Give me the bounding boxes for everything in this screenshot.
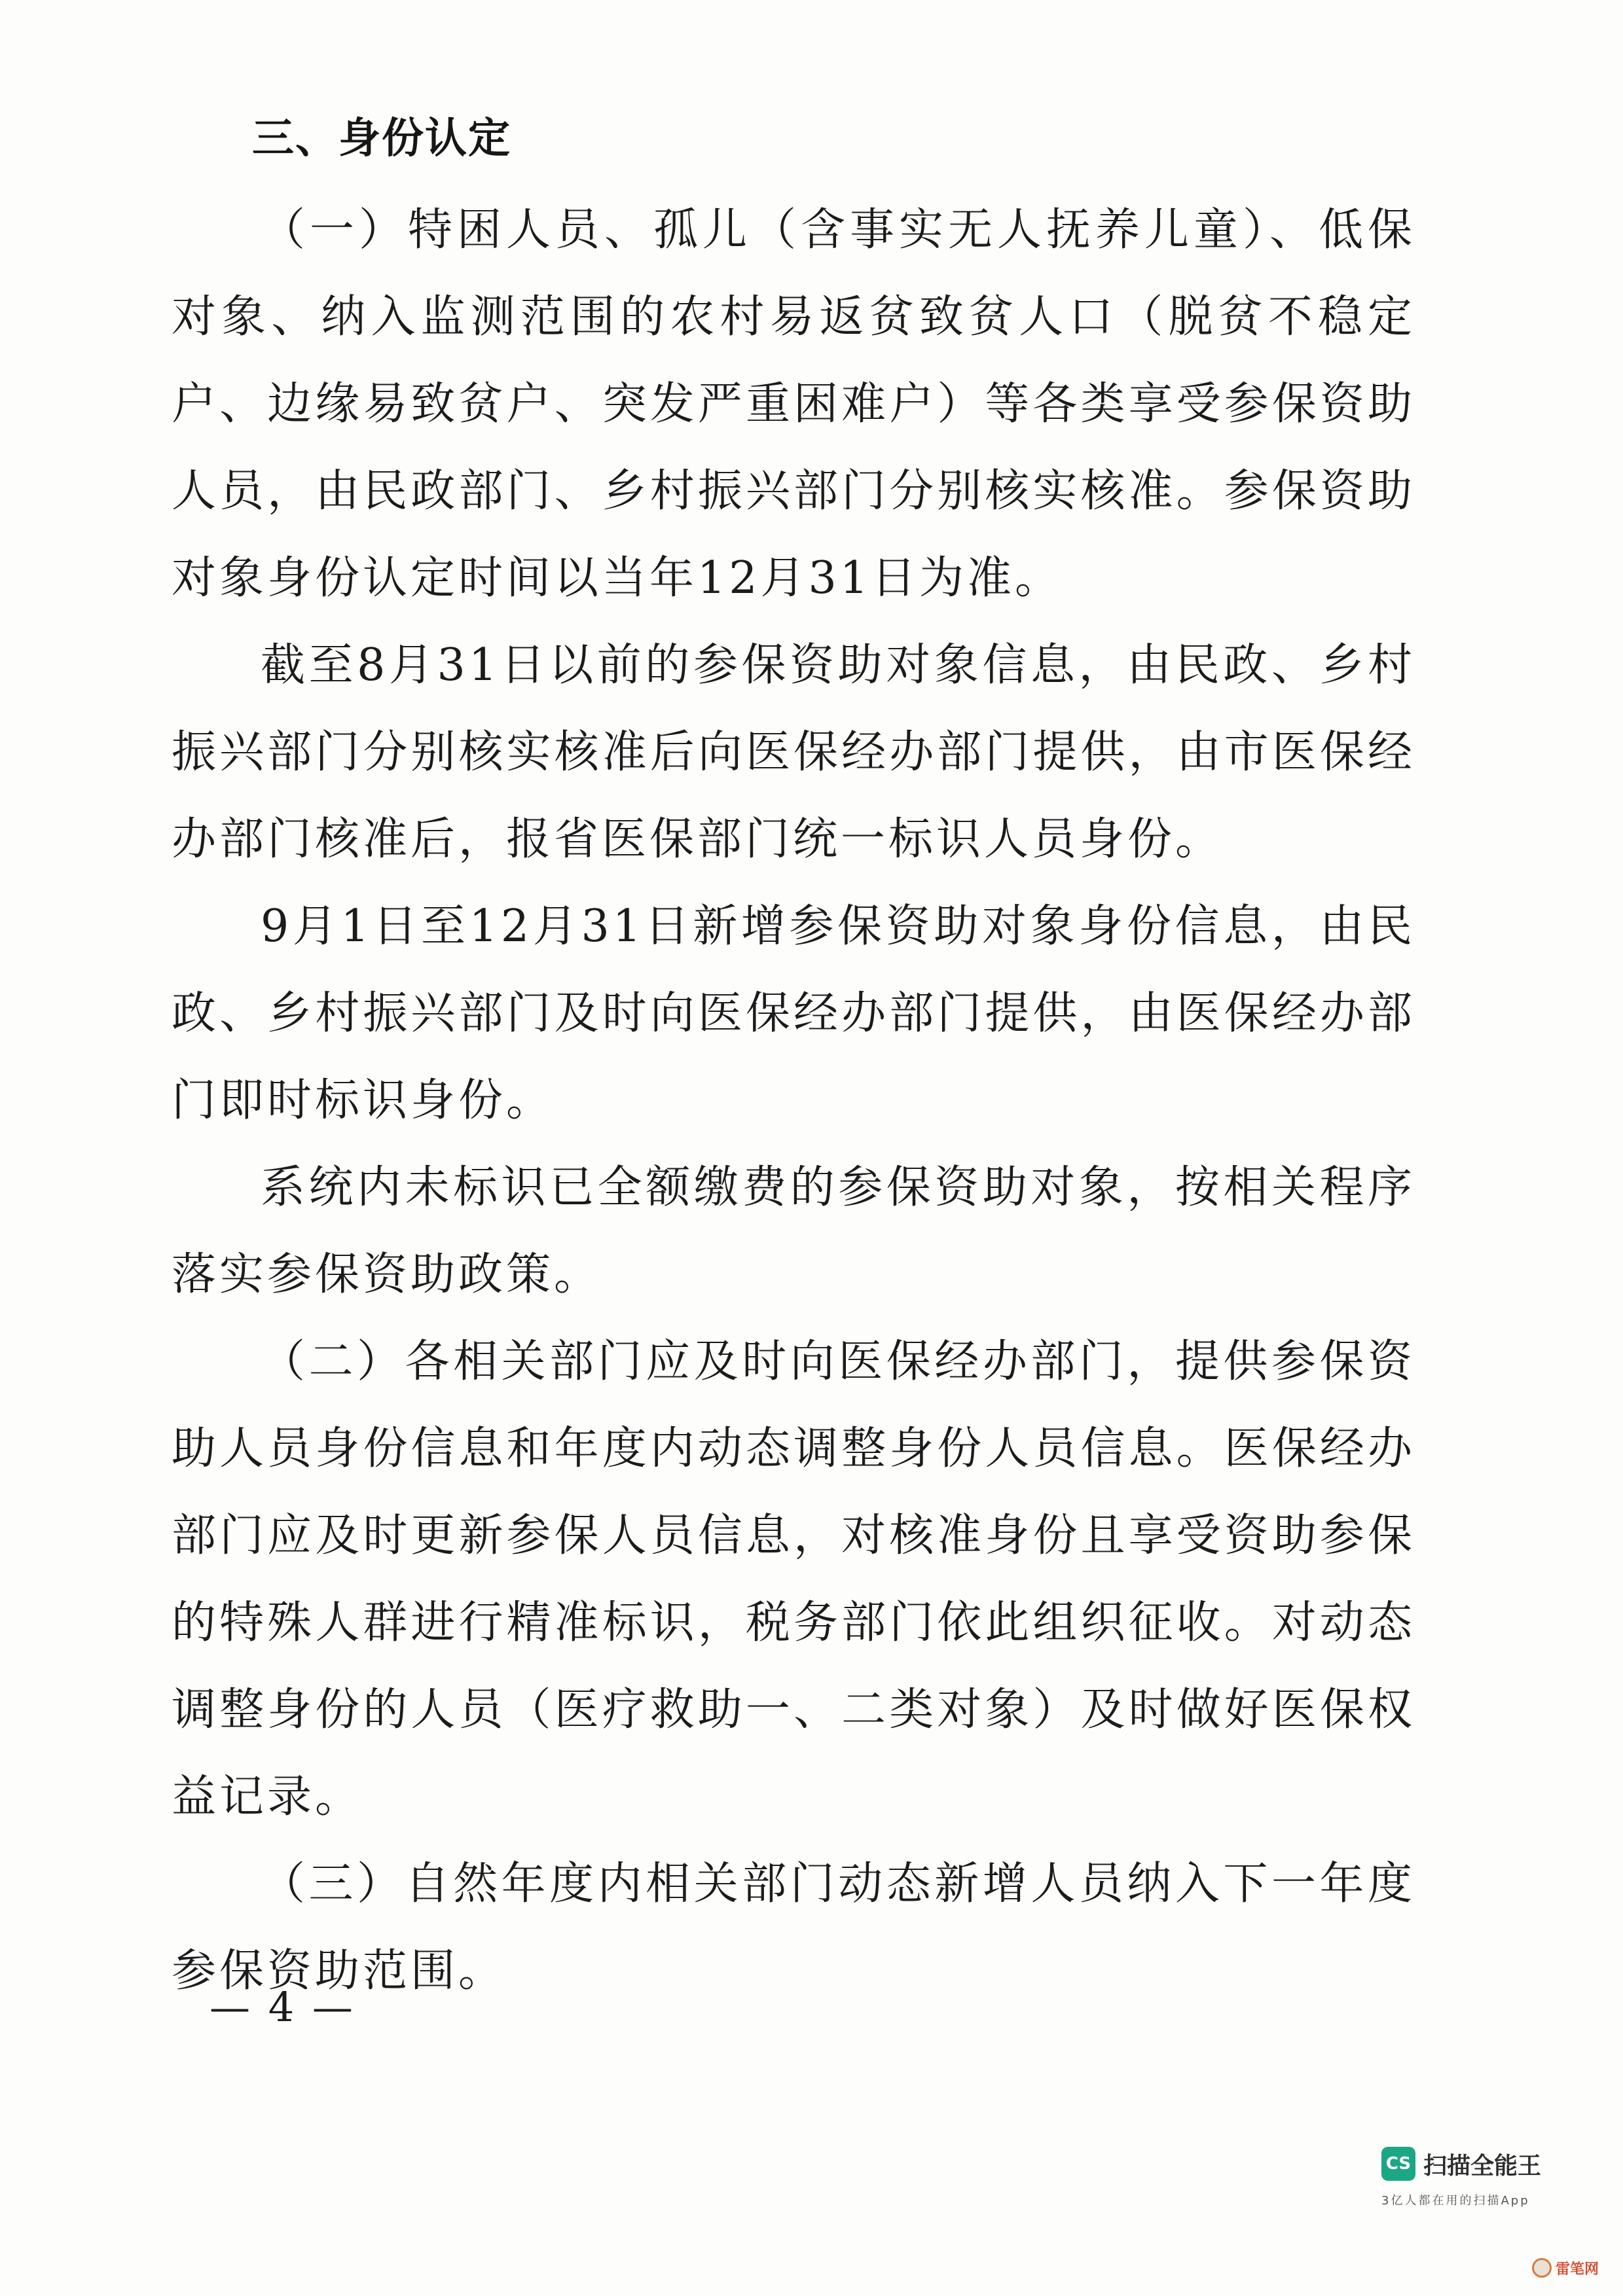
watermark-app-name: 扫描全能王 — [1423, 2152, 1542, 2179]
corner-watermark — [1532, 2251, 1611, 2284]
watermark-tagline: 3亿人都在用的扫描App — [1381, 2194, 1530, 2208]
section-heading: 三、身份认定 — [252, 115, 511, 163]
camscanner-logo-icon: CS — [1381, 2147, 1415, 2181]
paragraph-5: （二）各相关部门应及时向医保经办部门，提供参保资助人员身份信息和年度内动态调整身份人员信息。医保经办部门应及时更新参保人员信息，对核准身份且享受资助参保的特殊人群进行精准标识，税务部门依此组织征收。对动态调整身份的人员（医疗救助一、二类对象）及时做好医保权益记录。 — [172, 1336, 1415, 1823]
paragraph-6: （三）自然年度内相关部门动态新增人员纳入下一年度参保资助范围。 — [172, 1858, 1415, 1997]
scanner-watermark — [1381, 2147, 1578, 2219]
corner-watermark-text: 雷笔网 — [1556, 2261, 1599, 2278]
paragraph-2: 截至8月31日以前的参保资助对象信息，由民政、乡村振兴部门分别核实核准后向医保经办部门提供，由市医保经办部门核准后，报省医保部门统一标识人员身份。 — [172, 639, 1415, 865]
paragraph-4: 系统内未标识已全额缴费的参保资助对象，按相关程序落实参保资助政策。 — [172, 1162, 1415, 1300]
page-number: — 4 — — [210, 1983, 356, 2031]
body-text — [172, 187, 1415, 2015]
site-logo-icon — [1532, 2258, 1552, 2278]
paragraph-1: （一）特困人员、孤儿（含事实无人抚养儿童）、低保对象、纳入监测范围的农村易返贫致贫人口（脱贫不稳定户、边缘易致贫户、突发严重困难户）等各类享受参保资助人员，由民政部门、乡村振兴部门分别核实核准。参保资助对象身份认定时间以当年12月31日为准。 — [172, 204, 1415, 604]
paragraph-3: 9月1日至12月31日新增参保资助对象身份信息，由民政、乡村振兴部门及时向医保经办部门提供，由医保经办部门即时标识身份。 — [172, 901, 1415, 1126]
